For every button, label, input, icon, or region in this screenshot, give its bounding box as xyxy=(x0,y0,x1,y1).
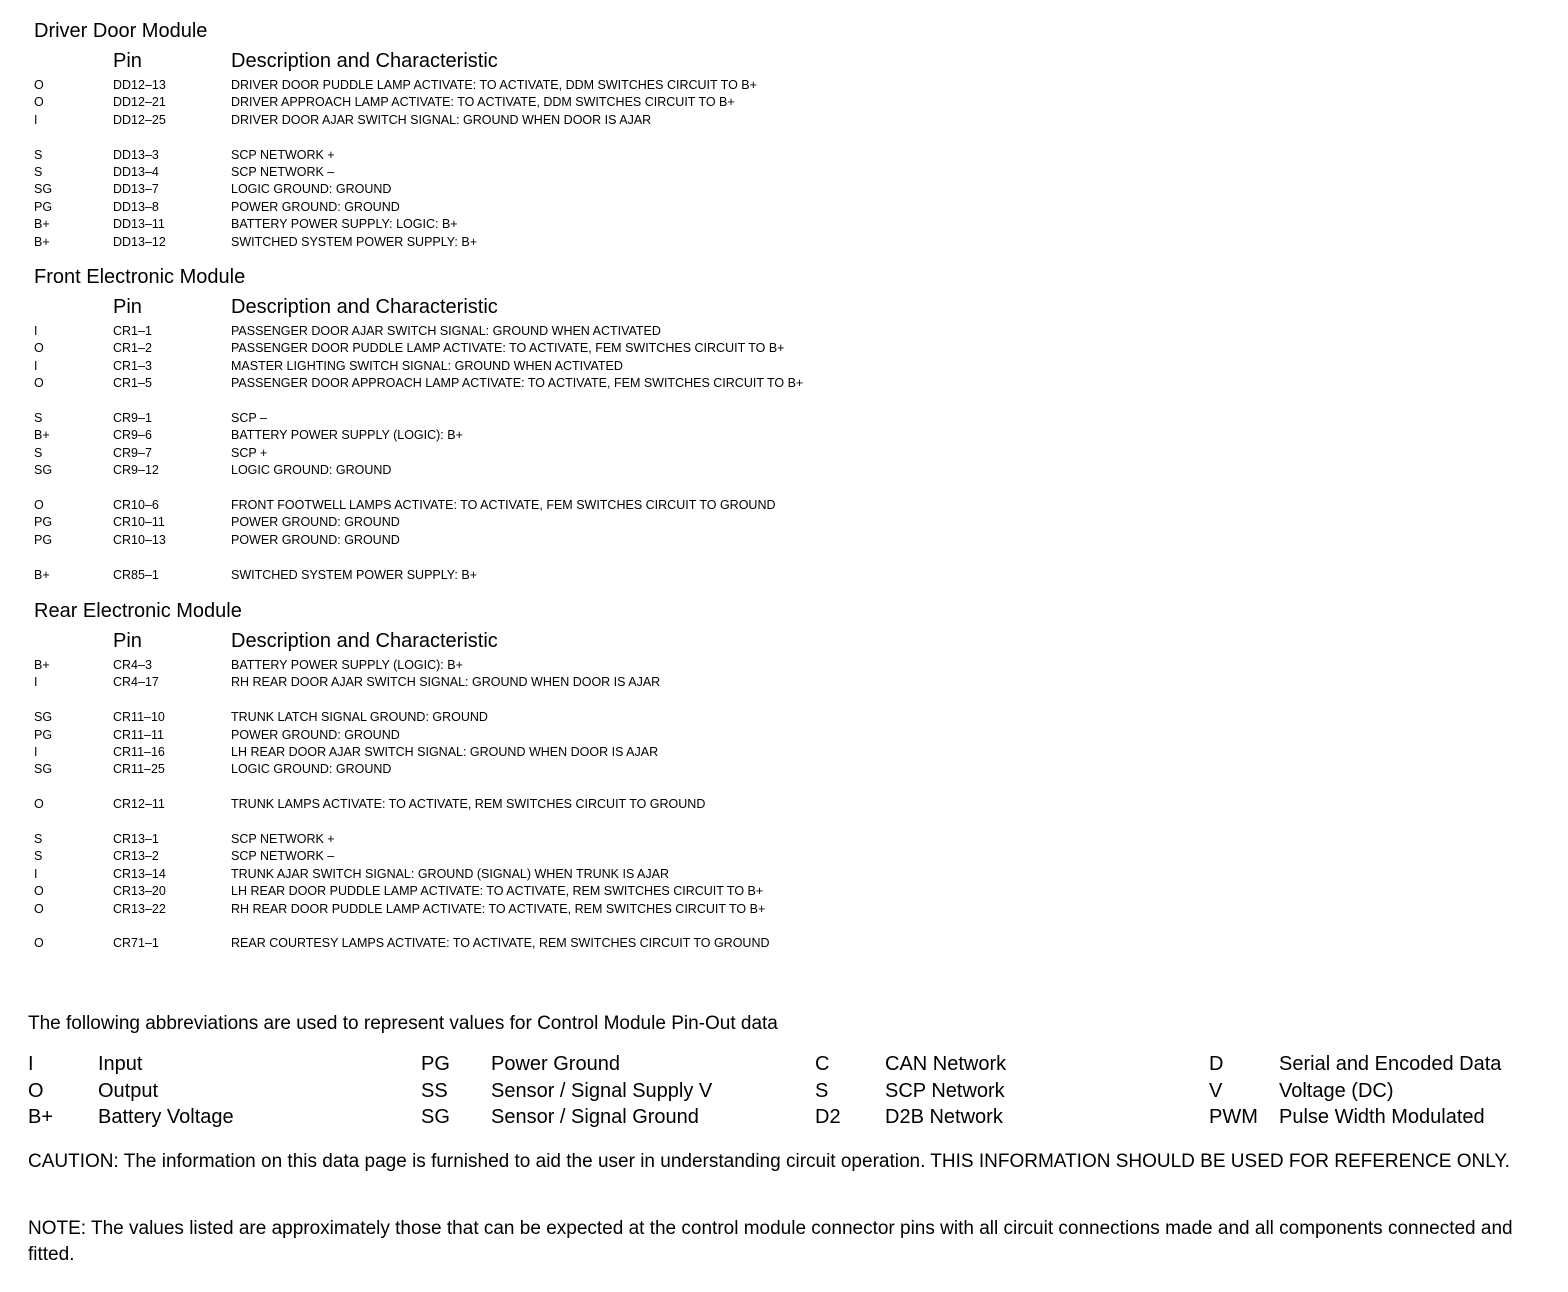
table-row xyxy=(0,340,1568,357)
pin-id: DD12–25 xyxy=(113,112,166,127)
table-row xyxy=(0,216,1568,233)
pin-description: TRUNK AJAR SWITCH SIGNAL: GROUND (SIGNAL) WHEN TRUNK IS AJAR xyxy=(231,866,670,881)
signal-type: S xyxy=(34,165,43,179)
pin-description: POWER GROUND: GROUND xyxy=(231,727,400,742)
table-row xyxy=(0,375,1568,392)
abbreviations-legend xyxy=(0,1051,1568,1131)
pin-description: DRIVER DOOR AJAR SWITCH SIGNAL: GROUND WHEN DOOR IS AJAR xyxy=(231,112,652,127)
pin-id: DD12–13 xyxy=(113,78,166,92)
pin-id: CR4–3 xyxy=(113,658,152,672)
pin-description: SCP NETWORK – xyxy=(231,849,335,864)
pin-id: CR1–3 xyxy=(113,358,152,373)
pin-id: CR11–10 xyxy=(113,710,165,725)
table-row xyxy=(0,831,1568,848)
table-row xyxy=(0,147,1568,164)
pin-column-header: Pin xyxy=(113,630,142,652)
pin-id: DD13–11 xyxy=(113,217,165,232)
pin-column-header: Pin xyxy=(113,50,142,72)
signal-type: PG xyxy=(34,515,53,530)
signal-type: O xyxy=(34,498,44,512)
module-title: Driver Door Module xyxy=(34,20,208,42)
pin-id: CR9–1 xyxy=(113,411,152,425)
description-column-header: Description and Characteristic xyxy=(231,50,498,72)
pin-description: POWER GROUND: GROUND xyxy=(231,515,400,530)
pin-column-header: Pin xyxy=(113,296,142,318)
pin-description: SCP NETWORK + xyxy=(231,832,335,846)
pin-id: CR11–11 xyxy=(113,727,164,742)
table-row xyxy=(0,323,1568,340)
signal-type: PG xyxy=(34,532,53,547)
table-row xyxy=(0,181,1568,198)
abbreviation-code: V xyxy=(1209,1080,1223,1102)
signal-type: S xyxy=(34,147,43,162)
pin-description: LOGIC GROUND: GROUND xyxy=(231,182,392,197)
pin-id: CR1–1 xyxy=(113,324,152,338)
pin-id: DD13–4 xyxy=(113,165,159,179)
signal-type: O xyxy=(34,95,44,110)
pin-description: FRONT FOOTWELL LAMPS ACTIVATE: TO ACTIVATE, FEM SWITCHES CIRCUIT TO GROUND xyxy=(231,498,776,512)
signal-type: SG xyxy=(34,463,53,478)
pin-description: DRIVER DOOR PUDDLE LAMP ACTIVATE: TO ACTIVATE, DDM SWITCHES CIRCUIT TO B+ xyxy=(231,78,757,92)
abbreviation-meaning: Power Ground xyxy=(491,1053,620,1075)
note-text: NOTE: The values listed are approximately those that can be expected at the control module connector pins with all circuit connections made and all components connected and fitted. xyxy=(28,1218,1513,1265)
signal-type: B+ xyxy=(34,217,50,232)
pin-id: CR1–2 xyxy=(113,341,152,356)
table-row xyxy=(0,935,1568,952)
pin-description: PASSENGER DOOR APPROACH LAMP ACTIVATE: TO ACTIVATE, FEM SWITCHES CIRCUIT TO B+ xyxy=(231,376,804,391)
signal-type: I xyxy=(34,675,38,690)
signal-type: B+ xyxy=(34,658,50,672)
pin-id: CR9–6 xyxy=(113,428,152,443)
pin-id: CR10–6 xyxy=(113,498,159,512)
pin-id: DD13–3 xyxy=(113,147,159,162)
abbreviation-code: S xyxy=(815,1080,829,1102)
table-row xyxy=(0,164,1568,181)
pin-description: BATTERY POWER SUPPLY (LOGIC): B+ xyxy=(231,428,463,443)
table-row xyxy=(0,445,1568,462)
abbreviation-code: I xyxy=(28,1053,34,1075)
pin-id: CR85–1 xyxy=(113,567,159,582)
abbreviation-meaning: Serial and Encoded Data xyxy=(1279,1053,1502,1075)
pin-id: DD12–21 xyxy=(113,95,166,110)
abbreviation-code: D2 xyxy=(815,1106,841,1128)
pin-description: SWITCHED SYSTEM POWER SUPPLY: B+ xyxy=(231,234,477,249)
signal-type: O xyxy=(34,78,44,92)
pin-description: TRUNK LAMPS ACTIVATE: TO ACTIVATE, REM SWITCHES CIRCUIT TO GROUND xyxy=(231,797,706,812)
signal-type: B+ xyxy=(34,234,50,249)
table-row xyxy=(0,901,1568,918)
pin-id: CR11–25 xyxy=(113,762,165,777)
signal-type: PG xyxy=(34,727,53,742)
table-row xyxy=(0,462,1568,479)
abbreviation-meaning: Battery Voltage xyxy=(98,1106,234,1128)
abbreviation-code: SG xyxy=(421,1106,450,1128)
pin-description: LH REAR DOOR PUDDLE LAMP ACTIVATE: TO ACTIVATE, REM SWITCHES CIRCUIT TO B+ xyxy=(231,884,764,899)
signal-type: O xyxy=(34,341,44,356)
pin-id: CR13–22 xyxy=(113,901,166,916)
pin-description: SCP + xyxy=(231,445,268,460)
table-row xyxy=(0,727,1568,744)
abbreviation-meaning: SCP Network xyxy=(885,1080,1005,1102)
pin-id: CR12–11 xyxy=(113,797,165,812)
abbreviation-code: PG xyxy=(421,1053,450,1075)
abbreviation-meaning: Pulse Width Modulated xyxy=(1279,1106,1485,1128)
pin-id: DD13–12 xyxy=(113,234,166,249)
caution-text: CAUTION: The information on this data page is furnished to aid the user in understanding circuit operation. THIS INFORMATION SHOULD BE USED FOR REFERENCE ONLY. xyxy=(28,1151,1510,1172)
module-title: Rear Electronic Module xyxy=(34,600,242,622)
table-row xyxy=(0,497,1568,514)
signal-type: O xyxy=(34,797,44,812)
pin-description: TRUNK LATCH SIGNAL GROUND: GROUND xyxy=(231,710,488,725)
pin-id: CR10–13 xyxy=(113,532,166,547)
pin-id: CR13–14 xyxy=(113,866,166,881)
table-row xyxy=(0,358,1568,375)
pin-description: SWITCHED SYSTEM POWER SUPPLY: B+ xyxy=(231,567,477,582)
table-row xyxy=(0,427,1568,444)
pin-id: CR13–1 xyxy=(113,832,159,846)
table-row xyxy=(0,532,1568,549)
abbreviation-code: B+ xyxy=(28,1106,54,1128)
signal-type: I xyxy=(34,745,38,759)
pin-description: LOGIC GROUND: GROUND xyxy=(231,463,392,478)
pin-id: DD13–8 xyxy=(113,199,159,214)
abbreviation-meaning: Sensor / Signal Supply V xyxy=(491,1080,713,1102)
abbreviation-code: O xyxy=(28,1080,44,1102)
signal-type: SG xyxy=(34,710,53,725)
pin-description: LOGIC GROUND: GROUND xyxy=(231,762,392,777)
signal-type: I xyxy=(34,324,38,338)
pin-id: CR10–11 xyxy=(113,515,165,530)
table-row xyxy=(0,848,1568,865)
pin-description: SCP NETWORK – xyxy=(231,165,335,179)
table-row xyxy=(0,112,1568,129)
signal-type: B+ xyxy=(34,567,50,582)
pin-description: SCP NETWORK + xyxy=(231,147,335,162)
abbreviation-code: PWM xyxy=(1209,1106,1258,1128)
signal-type: S xyxy=(34,849,43,864)
description-column-header: Description and Characteristic xyxy=(231,296,498,318)
signal-type: SG xyxy=(34,182,53,197)
table-row xyxy=(0,866,1568,883)
signal-type: PG xyxy=(34,199,53,214)
abbreviation-meaning: Output xyxy=(98,1080,159,1102)
table-row xyxy=(0,410,1568,427)
module-title: Front Electronic Module xyxy=(34,266,246,288)
signal-type: B+ xyxy=(34,428,50,443)
signal-type: O xyxy=(34,376,44,391)
pin-id: CR1–5 xyxy=(113,376,152,391)
abbreviations-intro: The following abbreviations are used to represent values for Control Module Pin-Out data xyxy=(28,1013,778,1034)
pin-id: CR4–17 xyxy=(113,675,159,690)
abbreviation-meaning: CAN Network xyxy=(885,1053,1007,1075)
table-row xyxy=(0,94,1568,111)
signal-type: SG xyxy=(34,762,53,777)
pin-id: CR9–12 xyxy=(113,463,159,478)
signal-type: S xyxy=(34,411,43,425)
signal-type: O xyxy=(34,936,44,951)
table-row xyxy=(0,657,1568,674)
abbreviation-code: SS xyxy=(421,1080,448,1102)
table-row xyxy=(0,199,1568,216)
abbreviation-meaning: Voltage (DC) xyxy=(1279,1080,1394,1102)
signal-type: O xyxy=(34,901,44,916)
pin-id: CR13–2 xyxy=(113,849,159,864)
pin-description: REAR COURTESY LAMPS ACTIVATE: TO ACTIVATE, REM SWITCHES CIRCUIT TO GROUND xyxy=(231,936,770,951)
signal-type: S xyxy=(34,445,43,460)
description-column-header: Description and Characteristic xyxy=(231,630,498,652)
abbreviation-meaning: Input xyxy=(98,1053,143,1075)
pin-description: BATTERY POWER SUPPLY (LOGIC): B+ xyxy=(231,658,463,672)
abbreviation-code: D xyxy=(1209,1053,1224,1075)
pin-description: DRIVER APPROACH LAMP ACTIVATE: TO ACTIVATE, DDM SWITCHES CIRCUIT TO B+ xyxy=(231,95,735,110)
pin-id: CR11–16 xyxy=(113,745,165,759)
table-row xyxy=(0,234,1568,251)
signal-type: S xyxy=(34,832,43,846)
pin-description: POWER GROUND: GROUND xyxy=(231,199,400,214)
pin-description: SCP – xyxy=(231,411,267,425)
signal-type: I xyxy=(34,112,38,127)
pin-description: POWER GROUND: GROUND xyxy=(231,532,400,547)
table-row xyxy=(0,567,1568,584)
signal-type: I xyxy=(34,358,38,373)
pin-description: RH REAR DOOR PUDDLE LAMP ACTIVATE: TO ACTIVATE, REM SWITCHES CIRCUIT TO B+ xyxy=(231,901,766,916)
pin-id: CR9–7 xyxy=(113,445,152,460)
signal-type: O xyxy=(34,884,44,899)
table-row xyxy=(0,674,1568,691)
table-row xyxy=(0,77,1568,94)
pin-id: DD13–7 xyxy=(113,182,159,197)
pin-description: BATTERY POWER SUPPLY: LOGIC: B+ xyxy=(231,217,458,232)
pin-id: CR13–20 xyxy=(113,884,166,899)
pin-description: RH REAR DOOR AJAR SWITCH SIGNAL: GROUND WHEN DOOR IS AJAR xyxy=(231,675,661,690)
table-row xyxy=(0,883,1568,900)
table-row xyxy=(0,514,1568,531)
abbreviation-meaning: Sensor / Signal Ground xyxy=(491,1106,699,1128)
table-row xyxy=(0,709,1568,726)
pin-id: CR71–1 xyxy=(113,936,159,951)
table-row xyxy=(0,761,1568,778)
table-row xyxy=(0,796,1568,813)
abbreviation-code: C xyxy=(815,1053,830,1075)
pin-description: LH REAR DOOR AJAR SWITCH SIGNAL: GROUND WHEN DOOR IS AJAR xyxy=(231,745,659,759)
table-row xyxy=(0,744,1568,761)
pin-description: PASSENGER DOOR AJAR SWITCH SIGNAL: GROUND WHEN ACTIVATED xyxy=(231,324,661,338)
pin-description: MASTER LIGHTING SWITCH SIGNAL: GROUND WHEN ACTIVATED xyxy=(231,358,623,373)
pin-description: PASSENGER DOOR PUDDLE LAMP ACTIVATE: TO ACTIVATE, FEM SWITCHES CIRCUIT TO B+ xyxy=(231,341,785,356)
signal-type: I xyxy=(34,866,38,881)
abbreviation-meaning: D2B Network xyxy=(885,1106,1003,1128)
